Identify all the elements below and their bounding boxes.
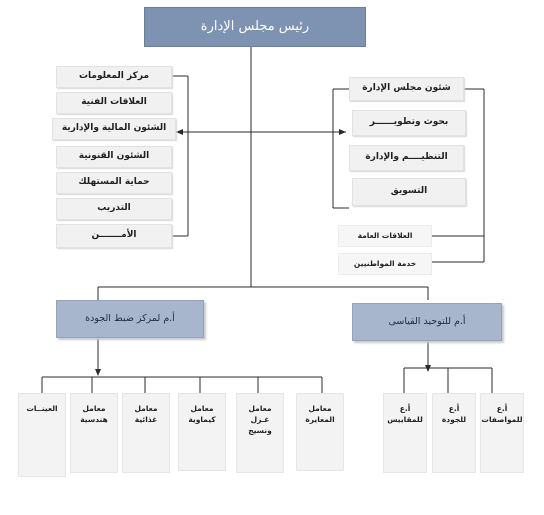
unit-label: بحوث وتطويــــــر [369, 117, 449, 128]
unit-label: التدريب [97, 203, 131, 214]
branch-quality-center [56, 300, 204, 338]
lab-label: معامل [308, 404, 332, 413]
dept-label: أ.ع [496, 404, 508, 413]
unit-label: العلاقات العامة [357, 231, 413, 241]
lab-label: معامل [82, 404, 106, 413]
unit-board-affairs [349, 77, 464, 101]
lab-label: هندسية [80, 414, 108, 424]
unit-label: العلاقات الفنية [81, 97, 147, 108]
unit-citizen-services [338, 253, 432, 275]
dept-label: للمقاييس [387, 414, 423, 424]
unit-organization-admin [349, 145, 464, 171]
lab-label: ونسيج [248, 425, 272, 435]
lab-label: معامل [190, 404, 214, 413]
branch-label: أ.م لمركز ضبط الجودة [85, 313, 175, 325]
dept-label: للمواصفات [481, 414, 523, 424]
unit-label: مركز المعلومات [78, 71, 150, 82]
lab-engineering [70, 393, 118, 473]
lab-chemical [178, 393, 226, 471]
lab-label: غـزل [250, 414, 270, 424]
board-chairman-label: رئيس مجلس الإدارة [200, 18, 310, 34]
lab-label: العينــات [26, 404, 58, 413]
unit-label: الأمـــــــن [91, 230, 137, 241]
unit-label: التنظيــــم والإدارة [365, 152, 448, 163]
unit-research-development [352, 110, 466, 136]
lab-label: المعايرة [305, 414, 335, 424]
unit-label: شئون مجلس الإدارة [362, 83, 451, 94]
unit-label: التسويق [390, 186, 428, 197]
dept-label: أ.ع [448, 404, 460, 413]
unit-legal-affairs [56, 146, 172, 168]
dept-label: للجودة [441, 414, 467, 424]
unit-technical-relations [56, 92, 172, 114]
dept-quality [432, 393, 476, 473]
unit-label: الشئون المالية والإدارية [61, 123, 167, 134]
lab-label: كيماوية [188, 414, 216, 424]
lab-calibration [296, 393, 344, 471]
dept-label: أ.ع [399, 404, 411, 413]
lab-label: معامل [134, 404, 158, 413]
lab-label: معامل [248, 404, 272, 413]
lab-samples [18, 393, 66, 477]
unit-label: الشئون القنونية [78, 151, 150, 162]
board-chairman-box [144, 7, 366, 47]
dept-specifications [480, 393, 524, 473]
branch-label: أ.م للتوحيد القياسى [388, 316, 466, 328]
unit-finance-admin [52, 118, 176, 140]
unit-label: حماية المستهلك [78, 177, 150, 188]
dept-measures [383, 393, 427, 473]
lab-label: غذائية [134, 414, 158, 424]
unit-training [56, 198, 172, 220]
unit-label: خدمة المواطنيين [353, 259, 417, 269]
unit-information-center [56, 66, 172, 88]
branch-standardization [352, 303, 502, 341]
unit-security [56, 224, 172, 248]
lab-textile [236, 393, 284, 473]
unit-marketing [352, 178, 466, 206]
lab-food [122, 393, 170, 473]
unit-public-relations [338, 225, 432, 247]
unit-consumer-protection [56, 172, 172, 194]
